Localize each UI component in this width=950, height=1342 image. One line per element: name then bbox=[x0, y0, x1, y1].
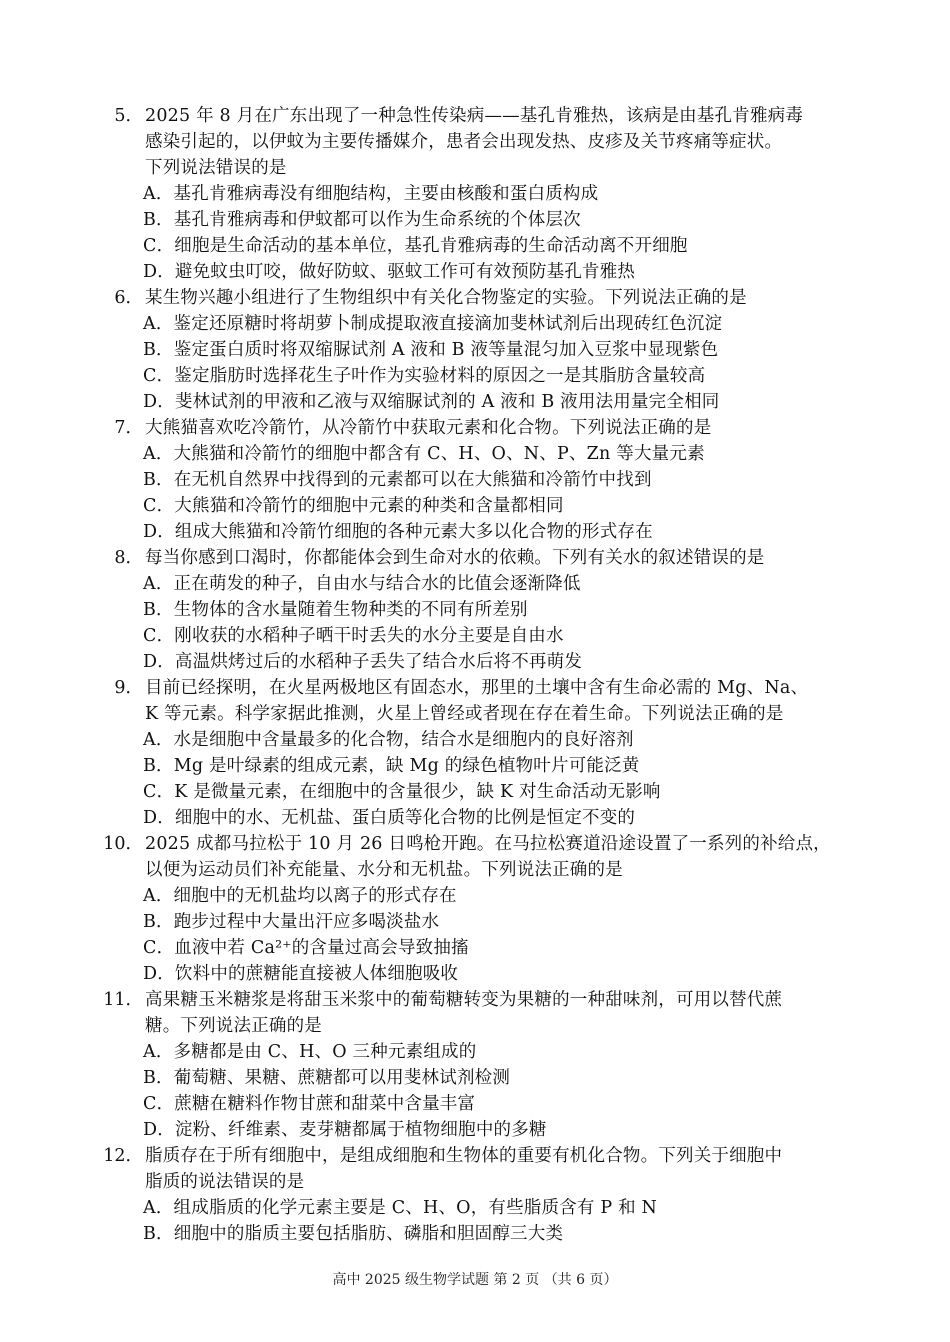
option-a: A．组成脂质的化学元素主要是 C、H、O，有些脂质含有 P 和 N bbox=[143, 1198, 658, 1218]
option-b: B．生物体的含水量随着生物种类的不同有所差别 bbox=[143, 600, 528, 620]
question-stem-line: K 等元素。科学家据此推测，火星上曾经或者现在存在着生命。下列说法正确的是 bbox=[145, 704, 784, 724]
option-a: A．多糖都是由 C、H、O 三种元素组成的 bbox=[143, 1042, 477, 1062]
option-a: A．基孔肯雅病毒没有细胞结构，主要由核酸和蛋白质构成 bbox=[143, 184, 599, 204]
option-a: A．水是细胞中含量最多的化合物，结合水是细胞内的良好溶剂 bbox=[143, 730, 634, 750]
question-number: 9． bbox=[114, 678, 143, 698]
option-c: C．蔗糖在糖料作物甘蔗和甜菜中含量丰富 bbox=[143, 1094, 476, 1114]
option-c: C．血液中若 Ca²⁺的含量过高会导致抽搐 bbox=[143, 938, 469, 958]
option-d: D．避免蚊虫叮咬，做好防蚊、驱蚊工作可有效预防基孔肯雅热 bbox=[143, 262, 636, 282]
option-b: B．基孔肯雅病毒和伊蚊都可以作为生命系统的个体层次 bbox=[143, 210, 581, 230]
page-footer: 高中 2025 级生物学试题 第 2 页 （共 6 页） bbox=[332, 1272, 618, 1288]
question-stem-line: 高果糖玉米糖浆是将甜玉米浆中的葡萄糖转变为果糖的一种甜味剂，可用以替代蔗 bbox=[145, 990, 783, 1010]
option-a: A．大熊猫和冷箭竹的细胞中都含有 C、H、O、N、P、Zn 等大量元素 bbox=[143, 444, 705, 464]
question-number: 11． bbox=[103, 990, 143, 1010]
option-b: B．Mg 是叶绿素的组成元素，缺 Mg 的绿色植物叶片可能泛黄 bbox=[143, 756, 640, 776]
option-b: B．葡萄糖、果糖、蔗糖都可以用斐林试剂检测 bbox=[143, 1068, 511, 1088]
option-c: C．刚收获的水稻种子晒干时丢失的水分主要是自由水 bbox=[143, 626, 564, 646]
question-number: 8． bbox=[114, 548, 143, 568]
option-a: A．鉴定还原糖时将胡萝卜制成提取液直接滴加斐林试剂后出现砖红色沉淀 bbox=[143, 314, 723, 334]
question-stem-line: 脂质的说法错误的是 bbox=[145, 1172, 305, 1192]
question-stem-line: 每当你感到口渴时，你都能体会到生命对水的依赖。下列有关水的叙述错误的是 bbox=[145, 548, 765, 568]
question-stem-line: 某生物兴趣小组进行了生物组织中有关化合物鉴定的实验。下列说法正确的是 bbox=[145, 288, 747, 308]
option-b: B．在无机自然界中找得到的元素都可以在大熊猫和冷箭竹中找到 bbox=[143, 470, 652, 490]
option-a: A．正在萌发的种子，自由水与结合水的比值会逐渐降低 bbox=[143, 574, 581, 594]
option-d: D．斐林试剂的甲液和乙液与双缩脲试剂的 A 液和 B 液用法用量完全相同 bbox=[143, 392, 720, 412]
question-stem-line: 大熊猫喜欢吃冷箭竹，从冷箭竹中获取元素和化合物。下列说法正确的是 bbox=[145, 418, 712, 438]
option-c: C．大熊猫和冷箭竹的细胞中元素的种类和含量都相同 bbox=[143, 496, 564, 516]
question-number: 12． bbox=[103, 1146, 143, 1166]
option-d: D．饮料中的蔗糖能直接被人体细胞吸收 bbox=[143, 964, 459, 984]
question-stem-line: 糖。下列说法正确的是 bbox=[145, 1016, 322, 1036]
option-b: B．跑步过程中大量出汗应多喝淡盐水 bbox=[143, 912, 440, 932]
question-stem-line: 脂质存在于所有细胞中，是组成细胞和生物体的重要有机化合物。下列关于细胞中 bbox=[145, 1146, 783, 1166]
question-stem-line: 2025 年 8 月在广东出现了一种急性传染病——基孔肯雅热，该病是由基孔肯雅病毒 bbox=[145, 106, 804, 126]
option-d: D．细胞中的水、无机盐、蛋白质等化合物的比例是恒定不变的 bbox=[143, 808, 636, 828]
option-b: B．细胞中的脂质主要包括脂肪、磷脂和胆固醇三大类 bbox=[143, 1224, 564, 1244]
option-a: A．细胞中的无机盐均以离子的形式存在 bbox=[143, 886, 457, 906]
question-number: 5． bbox=[114, 106, 143, 126]
option-c: C．鉴定脂肪时选择花生子叶作为实验材料的原因之一是其脂肪含量较高 bbox=[143, 366, 706, 386]
question-stem-line: 目前已经探明，在火星两极地区有固态水，那里的土壤中含有生命必需的 Mg、Na、 bbox=[145, 678, 809, 698]
option-d: D．高温烘烤过后的水稻种子丢失了结合水后将不再萌发 bbox=[143, 652, 583, 672]
question-stem-line: 以便为运动员们补充能量、水分和无机盐。下列说法正确的是 bbox=[145, 860, 623, 880]
option-c: C．K 是微量元素，在细胞中的含量很少，缺 K 对生命活动无影响 bbox=[143, 782, 661, 802]
option-c: C．细胞是生命活动的基本单位，基孔肯雅病毒的生命活动离不开细胞 bbox=[143, 236, 688, 256]
question-stem-line: 感染引起的，以伊蚊为主要传播媒介，患者会出现发热、皮疹及关节疼痛等症状。 bbox=[145, 132, 783, 152]
option-d: D．组成大熊猫和冷箭竹细胞的各种元素大多以化合物的形式存在 bbox=[143, 522, 653, 542]
question-stem-line: 2025 成都马拉松于 10 月 26 日鸣枪开跑。在马拉松赛道沿途设置了一系列的补给点， bbox=[145, 834, 831, 854]
question-number: 6． bbox=[114, 288, 143, 308]
question-number: 7． bbox=[114, 418, 143, 438]
option-b: B．鉴定蛋白质时将双缩脲试剂 A 液和 B 液等量混匀加入豆浆中显现紫色 bbox=[143, 340, 719, 360]
question-number: 10． bbox=[103, 834, 143, 854]
question-stem-line: 下列说法错误的是 bbox=[145, 158, 287, 178]
option-d: D．淀粉、纤维素、麦芽糖都属于植物细胞中的多糖 bbox=[143, 1120, 547, 1140]
